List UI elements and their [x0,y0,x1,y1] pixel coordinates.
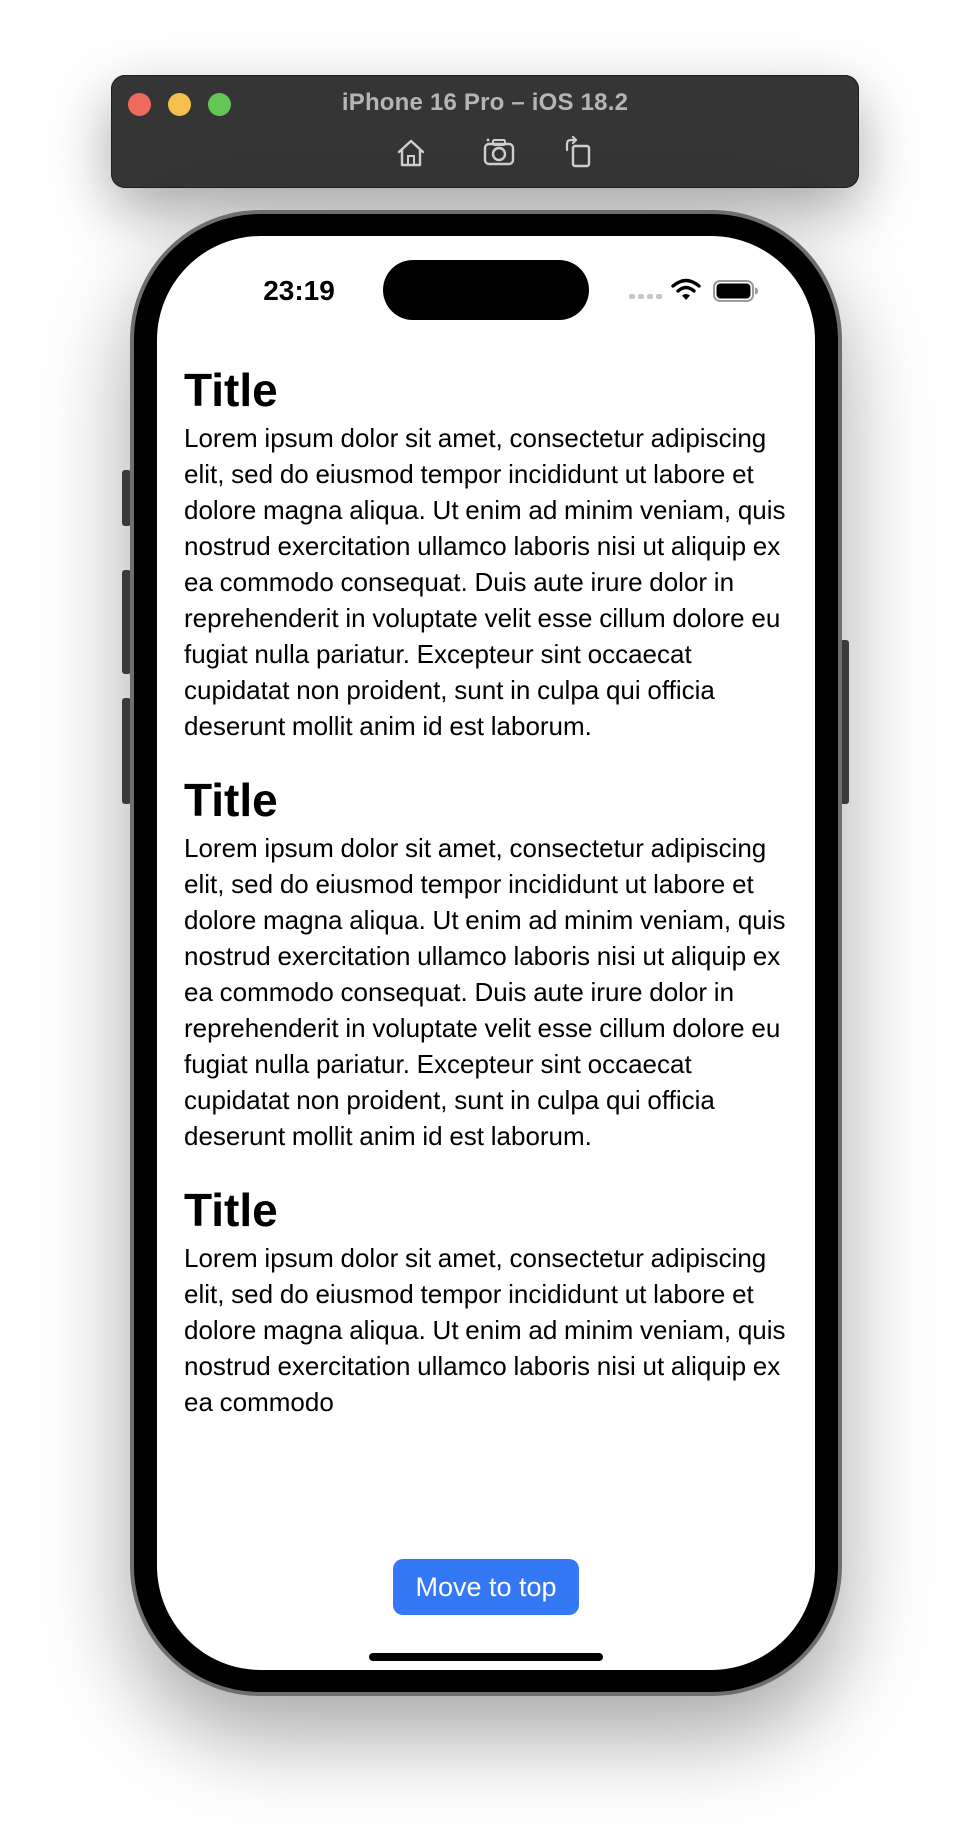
home-indicator[interactable] [369,1653,603,1661]
move-to-top-button[interactable]: Move to top [393,1559,579,1615]
battery-icon [713,280,759,302]
scroll-content[interactable] [184,362,794,1462]
section-body: Lorem ipsum dolor sit amet, consectetur adipiscing elit, sed do eiusmod tempor incididunt ut labore et dolore magna aliqua. Ut enim ad minim veniam, quis nostrud exercitation ullamco laboris nisi ut aliquip ex ea commodo consequat. Duis aute irure dolor in reprehenderit in voluptate velit esse cillum dolore eu fugiat nulla pariatur. Excepteur sint occaecat cupidatat non proident, sunt in culpa qui officia deserunt mollit anim id est laborum. [184,833,786,1151]
content-section [184,362,794,744]
screenshot-icon [482,136,516,170]
home-button[interactable] [394,136,428,170]
section-title: Title [184,774,278,826]
window-title: iPhone 16 Pro – iOS 18.2 [341,89,629,116]
content-section [184,1182,794,1420]
status-bar-time: 23:19 [263,275,335,306]
dynamic-island [383,260,589,320]
section-body: Lorem ipsum dolor sit amet, consectetur adipiscing elit, sed do eiusmod tempor incididunt ut labore et dolore magna aliqua. Ut enim ad minim veniam, quis nostrud exercitation ullamco laboris nisi ut aliquip ex ea commodo consequat. Duis aute irure dolor in reprehenderit in voluptate velit esse cillum dolore eu fugiat nulla pariatur. Excepteur sint occaecat cupidatat non proident, sunt in culpa qui officia deserunt mollit anim id est laborum. [184,423,786,741]
home-icon [394,136,428,170]
device-screen [157,236,815,1670]
section-body: Lorem ipsum dolor sit amet, consectetur adipiscing elit, sed do eiusmod tempor incididunt ut labore et dolore magna aliqua. Ut enim ad minim veniam, quis nostrud exercitation ullamco laboris nisi ut aliquip ex ea commodo [184,1243,786,1417]
wifi-icon [671,278,701,302]
section-title: Title [184,364,278,416]
section-title: Title [184,1184,278,1236]
cellular-signal-icon [629,294,663,300]
screenshot-button[interactable] [482,136,516,170]
rotate-button[interactable] [562,136,596,170]
content-section [184,772,794,1154]
rotate-icon [562,136,596,170]
